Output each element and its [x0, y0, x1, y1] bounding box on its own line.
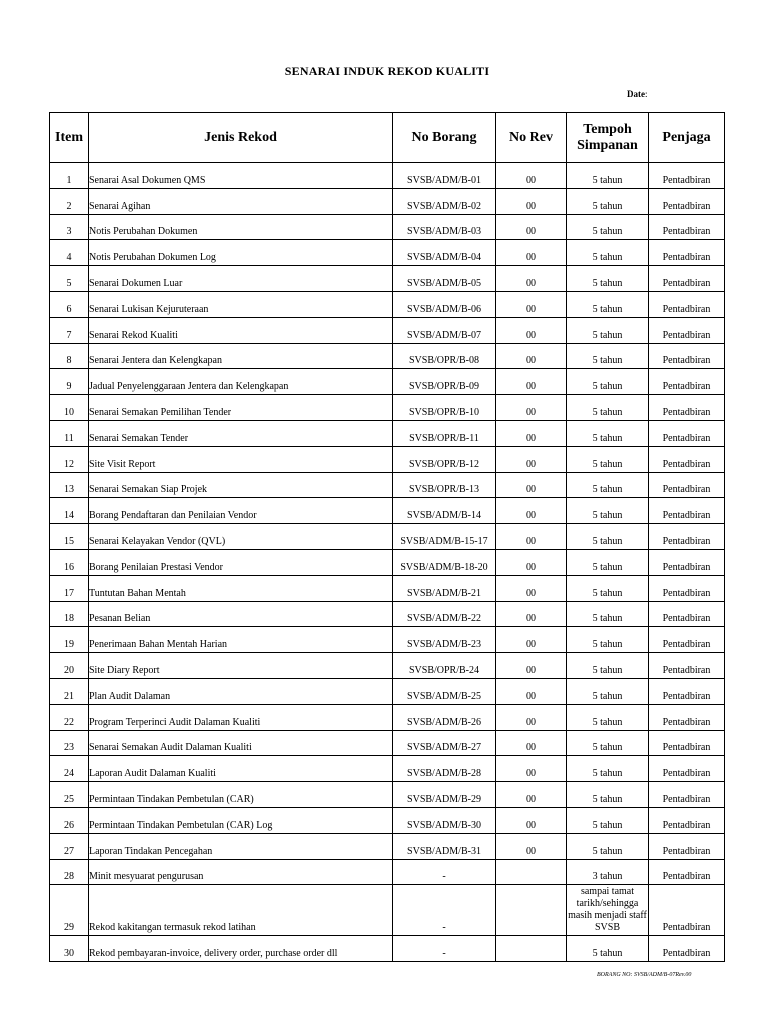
- cell-no-borang: SVSB/OPR/B-13: [393, 472, 496, 498]
- cell-jenis-rekod: Site Diary Report: [89, 653, 393, 679]
- cell-tempoh-simpanan: 3 tahun: [567, 859, 649, 885]
- table-row: [50, 240, 725, 266]
- cell-penjaga: Pentadbiran: [649, 163, 725, 189]
- cell-jenis-rekod: Senarai Agihan: [89, 188, 393, 214]
- cell-jenis-rekod: Tuntutan Bahan Mentah: [89, 575, 393, 601]
- cell-penjaga: Pentadbiran: [649, 369, 725, 395]
- cell-jenis-rekod: Senarai Semakan Siap Projek: [89, 472, 393, 498]
- cell-jenis-rekod: Senarai Semakan Tender: [89, 420, 393, 446]
- cell-tempoh-simpanan: 5 tahun: [567, 317, 649, 343]
- cell-no-rev: 00: [496, 601, 567, 627]
- cell-item: 19: [50, 627, 89, 653]
- cell-no-rev: 00: [496, 575, 567, 601]
- cell-penjaga: Pentadbiran: [649, 446, 725, 472]
- cell-tempoh-simpanan: 5 tahun: [567, 369, 649, 395]
- cell-no-rev: [496, 885, 567, 936]
- cell-item: 13: [50, 472, 89, 498]
- cell-no-rev: 00: [496, 317, 567, 343]
- cell-no-rev: 00: [496, 782, 567, 808]
- cell-penjaga: Pentadbiran: [649, 266, 725, 292]
- table-row: [50, 756, 725, 782]
- cell-item: 17: [50, 575, 89, 601]
- table-row: [50, 730, 725, 756]
- table-row: [50, 163, 725, 189]
- table-row: [50, 524, 725, 550]
- cell-penjaga: Pentadbiran: [649, 653, 725, 679]
- cell-tempoh-simpanan: 5 tahun: [567, 730, 649, 756]
- cell-jenis-rekod: Senarai Rekod Kualiti: [89, 317, 393, 343]
- cell-item: 23: [50, 730, 89, 756]
- cell-jenis-rekod: Pesanan Belian: [89, 601, 393, 627]
- cell-penjaga: Pentadbiran: [649, 420, 725, 446]
- cell-jenis-rekod: Rekod kakitangan termasuk rekod latihan: [89, 885, 393, 936]
- table-row: [50, 575, 725, 601]
- cell-no-rev: [496, 859, 567, 885]
- cell-jenis-rekod: Site Visit Report: [89, 446, 393, 472]
- cell-no-rev: 00: [496, 627, 567, 653]
- cell-jenis-rekod: Borang Pendaftaran dan Penilaian Vendor: [89, 498, 393, 524]
- cell-no-rev: 00: [496, 807, 567, 833]
- cell-tempoh-simpanan: 5 tahun: [567, 575, 649, 601]
- cell-penjaga: Pentadbiran: [649, 472, 725, 498]
- cell-tempoh-simpanan: 5 tahun: [567, 756, 649, 782]
- cell-penjaga: Pentadbiran: [649, 936, 725, 962]
- cell-no-borang: SVSB/ADM/B-30: [393, 807, 496, 833]
- table-row: [50, 678, 725, 704]
- cell-tempoh-simpanan: 5 tahun: [567, 343, 649, 369]
- cell-tempoh-simpanan: 5 tahun: [567, 291, 649, 317]
- cell-no-rev: 00: [496, 498, 567, 524]
- cell-item: 4: [50, 240, 89, 266]
- cell-tempoh-simpanan: 5 tahun: [567, 549, 649, 575]
- cell-tempoh-simpanan: 5 tahun: [567, 704, 649, 730]
- cell-tempoh-simpanan: 5 tahun: [567, 936, 649, 962]
- cell-item: 3: [50, 214, 89, 240]
- cell-no-rev: 00: [496, 343, 567, 369]
- cell-penjaga: Pentadbiran: [649, 317, 725, 343]
- cell-item: 5: [50, 266, 89, 292]
- cell-item: 9: [50, 369, 89, 395]
- cell-no-rev: 00: [496, 266, 567, 292]
- table-header-row: [50, 113, 725, 163]
- cell-no-borang: SVSB/ADM/B-26: [393, 704, 496, 730]
- cell-jenis-rekod: Laporan Tindakan Pencegahan: [89, 833, 393, 859]
- cell-tempoh-simpanan: 5 tahun: [567, 833, 649, 859]
- table-body: [50, 163, 725, 962]
- table-row: [50, 369, 725, 395]
- cell-jenis-rekod: Permintaan Tindakan Pembetulan (CAR) Log: [89, 807, 393, 833]
- cell-no-rev: 00: [496, 395, 567, 421]
- cell-penjaga: Pentadbiran: [649, 833, 725, 859]
- cell-no-borang: SVSB/ADM/B-22: [393, 601, 496, 627]
- date-label-text: Date: [627, 89, 645, 99]
- cell-tempoh-simpanan: 5 tahun: [567, 524, 649, 550]
- table-row: [50, 266, 725, 292]
- cell-jenis-rekod: Senarai Lukisan Kejuruteraan: [89, 291, 393, 317]
- table-row: [50, 627, 725, 653]
- cell-tempoh-simpanan: 5 tahun: [567, 601, 649, 627]
- cell-tempoh-simpanan: 5 tahun: [567, 782, 649, 808]
- cell-no-borang: SVSB/ADM/B-05: [393, 266, 496, 292]
- cell-no-borang: SVSB/ADM/B-21: [393, 575, 496, 601]
- cell-no-rev: 00: [496, 188, 567, 214]
- table-row: [50, 885, 725, 936]
- header-tempoh-simpanan: Tempoh Simpanan: [567, 113, 649, 163]
- table-row: [50, 653, 725, 679]
- table-row: [50, 601, 725, 627]
- cell-penjaga: Pentadbiran: [649, 240, 725, 266]
- cell-no-borang: SVSB/OPR/B-10: [393, 395, 496, 421]
- cell-jenis-rekod: Rekod pembayaran-invoice, delivery order, purchase order dll: [89, 936, 393, 962]
- cell-penjaga: Pentadbiran: [649, 678, 725, 704]
- cell-no-rev: 00: [496, 420, 567, 446]
- cell-item: 15: [50, 524, 89, 550]
- table-row: [50, 704, 725, 730]
- cell-tempoh-simpanan: 5 tahun: [567, 395, 649, 421]
- cell-item: 14: [50, 498, 89, 524]
- cell-jenis-rekod: Senarai Semakan Pemilihan Tender: [89, 395, 393, 421]
- cell-no-rev: 00: [496, 446, 567, 472]
- cell-tempoh-simpanan: 5 tahun: [567, 627, 649, 653]
- cell-no-borang: -: [393, 936, 496, 962]
- table-row: [50, 472, 725, 498]
- cell-no-borang: SVSB/ADM/B-07: [393, 317, 496, 343]
- header-jenis-rekod: Jenis Rekod: [89, 113, 393, 163]
- cell-item: 16: [50, 549, 89, 575]
- cell-penjaga: Pentadbiran: [649, 885, 725, 936]
- cell-no-borang: SVSB/ADM/B-02: [393, 188, 496, 214]
- table-row: [50, 343, 725, 369]
- cell-item: 26: [50, 807, 89, 833]
- cell-no-borang: SVSB/ADM/B-04: [393, 240, 496, 266]
- cell-penjaga: Pentadbiran: [649, 395, 725, 421]
- cell-jenis-rekod: Borang Penilaian Prestasi Vendor: [89, 549, 393, 575]
- cell-jenis-rekod: Penerimaan Bahan Mentah Harian: [89, 627, 393, 653]
- cell-no-rev: 00: [496, 214, 567, 240]
- cell-jenis-rekod: Senarai Dokumen Luar: [89, 266, 393, 292]
- cell-item: 10: [50, 395, 89, 421]
- table-row: [50, 214, 725, 240]
- cell-no-borang: SVSB/ADM/B-27: [393, 730, 496, 756]
- form-number-footer: BORANG NO: SVSB/ADM/B-07Rev.00: [597, 972, 692, 978]
- cell-no-borang: SVSB/OPR/B-08: [393, 343, 496, 369]
- cell-item: 21: [50, 678, 89, 704]
- cell-no-rev: 00: [496, 730, 567, 756]
- cell-tempoh-simpanan: 5 tahun: [567, 807, 649, 833]
- cell-no-rev: 00: [496, 163, 567, 189]
- cell-no-rev: 00: [496, 549, 567, 575]
- cell-jenis-rekod: Plan Audit Dalaman: [89, 678, 393, 704]
- cell-tempoh-simpanan: 5 tahun: [567, 446, 649, 472]
- table-row: [50, 188, 725, 214]
- cell-no-borang: SVSB/ADM/B-06: [393, 291, 496, 317]
- cell-item: 12: [50, 446, 89, 472]
- cell-tempoh-simpanan: 5 tahun: [567, 498, 649, 524]
- cell-no-borang: SVSB/ADM/B-25: [393, 678, 496, 704]
- cell-tempoh-simpanan: 5 tahun: [567, 163, 649, 189]
- header-no-rev: No Rev: [496, 113, 567, 163]
- cell-no-rev: 00: [496, 678, 567, 704]
- cell-penjaga: Pentadbiran: [649, 859, 725, 885]
- cell-penjaga: Pentadbiran: [649, 214, 725, 240]
- cell-no-rev: 00: [496, 240, 567, 266]
- cell-tempoh-simpanan: 5 tahun: [567, 678, 649, 704]
- table-row: [50, 446, 725, 472]
- table-row: [50, 498, 725, 524]
- cell-no-borang: SVSB/ADM/B-18-20: [393, 549, 496, 575]
- table-row: [50, 291, 725, 317]
- cell-no-rev: 00: [496, 472, 567, 498]
- cell-item: 6: [50, 291, 89, 317]
- cell-jenis-rekod: Senarai Jentera dan Kelengkapan: [89, 343, 393, 369]
- cell-no-borang: SVSB/ADM/B-01: [393, 163, 496, 189]
- cell-tempoh-simpanan: 5 tahun: [567, 472, 649, 498]
- cell-penjaga: Pentadbiran: [649, 730, 725, 756]
- cell-penjaga: Pentadbiran: [649, 756, 725, 782]
- cell-no-rev: 00: [496, 704, 567, 730]
- cell-item: 7: [50, 317, 89, 343]
- cell-tempoh-simpanan: sampai tamat tarikh/sehingga masih menjadi staff SVSB: [567, 885, 649, 936]
- cell-jenis-rekod: Senarai Semakan Audit Dalaman Kualiti: [89, 730, 393, 756]
- cell-item: 30: [50, 936, 89, 962]
- cell-penjaga: Pentadbiran: [649, 549, 725, 575]
- cell-no-rev: 00: [496, 653, 567, 679]
- cell-jenis-rekod: Program Terperinci Audit Dalaman Kualiti: [89, 704, 393, 730]
- table-row: [50, 807, 725, 833]
- cell-penjaga: Pentadbiran: [649, 807, 725, 833]
- cell-penjaga: Pentadbiran: [649, 343, 725, 369]
- cell-no-borang: SVSB/OPR/B-12: [393, 446, 496, 472]
- cell-item: 24: [50, 756, 89, 782]
- cell-item: 29: [50, 885, 89, 936]
- cell-jenis-rekod: Senarai Asal Dokumen QMS: [89, 163, 393, 189]
- cell-no-borang: SVSB/OPR/B-09: [393, 369, 496, 395]
- cell-item: 8: [50, 343, 89, 369]
- cell-no-borang: -: [393, 885, 496, 936]
- cell-jenis-rekod: Minit mesyuarat pengurusan: [89, 859, 393, 885]
- cell-penjaga: Pentadbiran: [649, 188, 725, 214]
- cell-item: 2: [50, 188, 89, 214]
- header-item: Item: [50, 113, 89, 163]
- cell-jenis-rekod: Jadual Penyelenggaraan Jentera dan Kelengkapan: [89, 369, 393, 395]
- cell-tempoh-simpanan: 5 tahun: [567, 266, 649, 292]
- cell-penjaga: Pentadbiran: [649, 291, 725, 317]
- cell-item: 27: [50, 833, 89, 859]
- cell-no-borang: SVSB/ADM/B-23: [393, 627, 496, 653]
- cell-penjaga: Pentadbiran: [649, 627, 725, 653]
- cell-no-rev: 00: [496, 756, 567, 782]
- cell-tempoh-simpanan: 5 tahun: [567, 653, 649, 679]
- cell-no-rev: 00: [496, 833, 567, 859]
- cell-item: 28: [50, 859, 89, 885]
- cell-jenis-rekod: Permintaan Tindakan Pembetulan (CAR): [89, 782, 393, 808]
- cell-item: 18: [50, 601, 89, 627]
- document-title: SENARAI INDUK REKOD KUALITI: [284, 64, 490, 78]
- cell-tempoh-simpanan: 5 tahun: [567, 240, 649, 266]
- table-row: [50, 395, 725, 421]
- table-row: [50, 859, 725, 885]
- cell-penjaga: Pentadbiran: [649, 704, 725, 730]
- cell-no-borang: SVSB/OPR/B-24: [393, 653, 496, 679]
- cell-penjaga: Pentadbiran: [649, 782, 725, 808]
- table-row: [50, 549, 725, 575]
- cell-tempoh-simpanan: 5 tahun: [567, 214, 649, 240]
- cell-penjaga: Pentadbiran: [649, 524, 725, 550]
- quality-record-table: [49, 112, 725, 962]
- cell-no-rev: 00: [496, 369, 567, 395]
- cell-no-borang: SVSB/OPR/B-11: [393, 420, 496, 446]
- cell-no-borang: SVSB/ADM/B-28: [393, 756, 496, 782]
- table-row: [50, 833, 725, 859]
- cell-no-borang: SVSB/ADM/B-03: [393, 214, 496, 240]
- cell-jenis-rekod: Senarai Kelayakan Vendor (QVL): [89, 524, 393, 550]
- cell-no-borang: SVSB/ADM/B-14: [393, 498, 496, 524]
- cell-tempoh-simpanan: 5 tahun: [567, 420, 649, 446]
- header-penjaga: Penjaga: [649, 113, 725, 163]
- cell-jenis-rekod: Notis Perubahan Dokumen: [89, 214, 393, 240]
- cell-no-borang: SVSB/ADM/B-15-17: [393, 524, 496, 550]
- cell-item: 1: [50, 163, 89, 189]
- cell-no-rev: [496, 936, 567, 962]
- cell-item: 25: [50, 782, 89, 808]
- cell-no-borang: SVSB/ADM/B-29: [393, 782, 496, 808]
- cell-item: 22: [50, 704, 89, 730]
- cell-item: 20: [50, 653, 89, 679]
- cell-no-rev: 00: [496, 291, 567, 317]
- table-row: [50, 317, 725, 343]
- cell-tempoh-simpanan: 5 tahun: [567, 188, 649, 214]
- cell-penjaga: Pentadbiran: [649, 498, 725, 524]
- cell-jenis-rekod: Laporan Audit Dalaman Kualiti: [89, 756, 393, 782]
- date-label: [627, 89, 648, 99]
- cell-penjaga: Pentadbiran: [649, 575, 725, 601]
- cell-no-borang: SVSB/ADM/B-31: [393, 833, 496, 859]
- cell-jenis-rekod: Notis Perubahan Dokumen Log: [89, 240, 393, 266]
- header-no-borang: No Borang: [393, 113, 496, 163]
- date-colon: :: [645, 89, 648, 99]
- cell-item: 11: [50, 420, 89, 446]
- table-row: [50, 420, 725, 446]
- cell-penjaga: Pentadbiran: [649, 601, 725, 627]
- cell-no-rev: 00: [496, 524, 567, 550]
- table-row: [50, 782, 725, 808]
- cell-no-borang: -: [393, 859, 496, 885]
- table-row: [50, 936, 725, 962]
